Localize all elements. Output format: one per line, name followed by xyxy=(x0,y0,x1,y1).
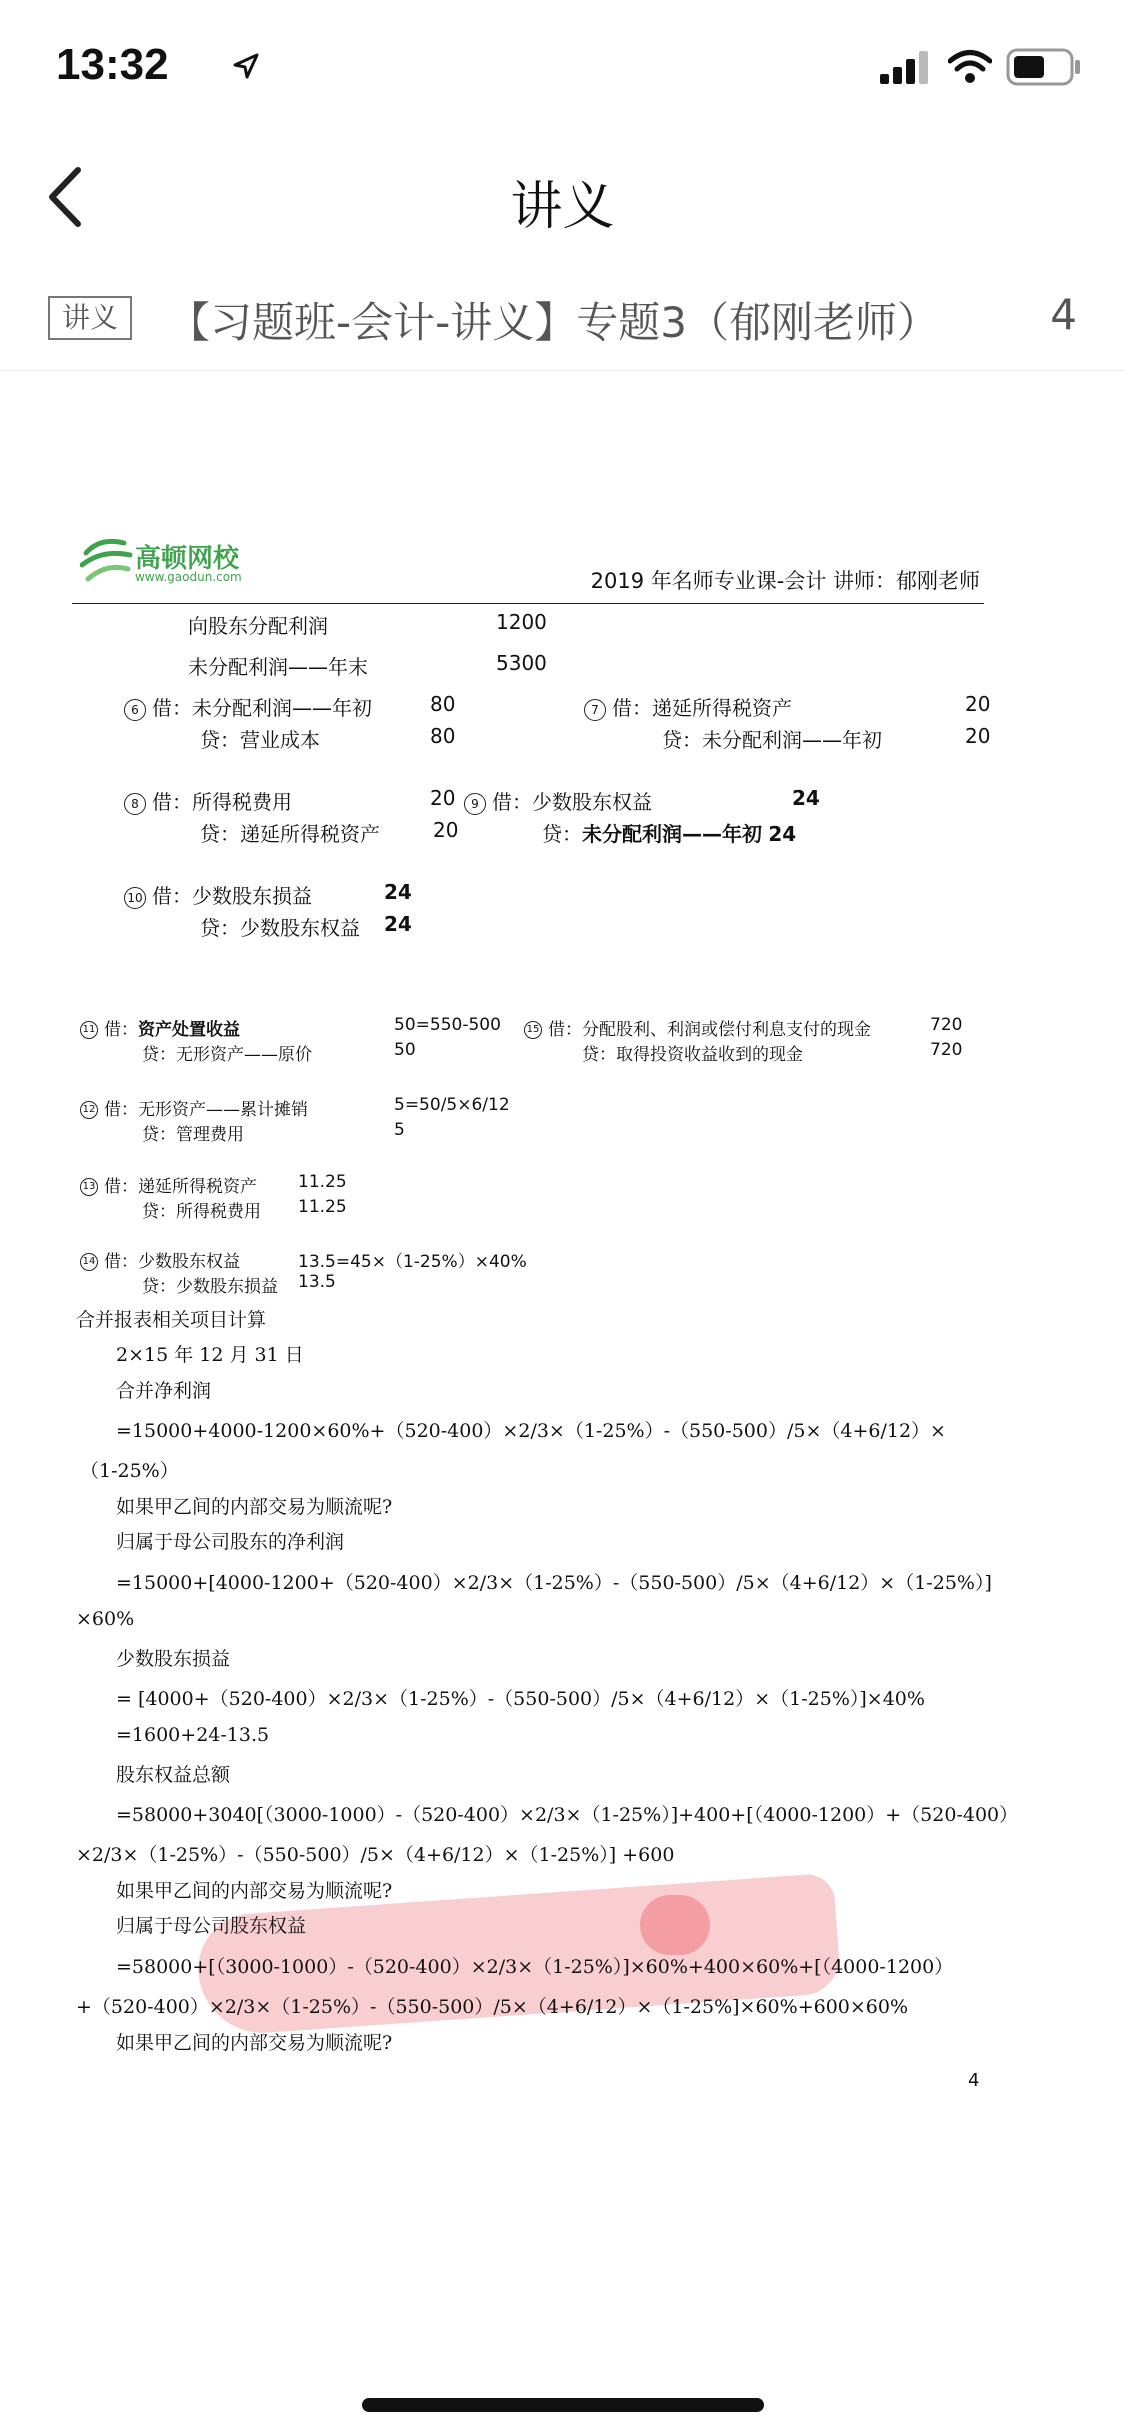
doc-type-tag: 讲义 xyxy=(48,296,132,340)
page-footer-number: 4 xyxy=(968,2070,980,2091)
entry-value: 20 xyxy=(965,692,991,716)
page-indicator: 4 xyxy=(1050,290,1077,339)
entry-6-credit: 贷：营业成本 xyxy=(200,728,320,752)
entry-value: 24 xyxy=(384,880,412,904)
entry-value: 11.25 xyxy=(298,1172,347,1192)
calc-line: 2×15 年 12 月 31 日 xyxy=(116,1344,304,1366)
entry-value: 1200 xyxy=(496,610,547,634)
calc-line: 如果甲乙间的内部交易为顺流呢? xyxy=(116,1496,393,1518)
calc-line: 合并报表相关项目计算 xyxy=(76,1309,267,1331)
entry-value: 80 xyxy=(430,692,456,716)
entry-14-debit: 14 借：少数股东权益 xyxy=(80,1247,240,1272)
calc-line: =15000+[4000-1200+（520-400）×2/3×（1-25%）-（550-500）/5×（4+6/12）×（1-25%）] xyxy=(116,1572,992,1594)
calc-line: ×2/3×（1-25%）-（550-500）/5×（4+6/12）×（1-25%）] +600 xyxy=(76,1844,675,1866)
entry-12-debit: 12 借：无形资产——累计摊销 xyxy=(80,1095,308,1120)
entry-value: 11.25 xyxy=(298,1197,347,1217)
entry-number: 12 xyxy=(80,1101,98,1119)
logo-text: 高顿网校 xyxy=(135,544,240,574)
entry-10-debit: 10 借：少数股东损益 xyxy=(124,880,312,909)
entry-10-credit: 贷：少数股东权益 xyxy=(200,916,360,940)
entry-value: 5300 xyxy=(496,651,547,675)
entry-value: 13.5 xyxy=(298,1272,336,1292)
entry-6-debit: 6 借：未分配利润——年初 xyxy=(124,692,372,721)
entry-7-credit: 贷：未分配利润——年初 xyxy=(662,728,882,752)
document-title-bar xyxy=(0,280,1125,371)
logo-url: www.gaodun.com xyxy=(135,570,242,584)
calc-line: （1-25%） xyxy=(80,1460,179,1482)
entry-value: 720 xyxy=(930,1015,963,1035)
entry-8-debit: 8 借：所得税费用 xyxy=(124,786,292,815)
entry-7-debit: 7 借：递延所得税资产 xyxy=(584,692,792,721)
entry-14-credit: 贷：少数股东损益 xyxy=(142,1277,278,1297)
entry-9-credit: 贷：未分配利润——年初 24 xyxy=(542,822,797,846)
calc-line: 如果甲乙间的内部交易为顺流呢? xyxy=(116,2032,393,2054)
document-page xyxy=(0,370,1125,2360)
nav-bar xyxy=(0,150,1125,250)
entry-label: 向股东分配利润 xyxy=(188,614,328,638)
calc-line: 合并净利润 xyxy=(116,1380,212,1402)
entry-15-credit: 贷：取得投资收益收到的现金 xyxy=(582,1045,803,1065)
entry-13-debit: 13 借：递延所得税资产 xyxy=(80,1172,257,1197)
document-title: 【习题班-会计-讲义】专题3（郁刚老师） xyxy=(168,298,940,347)
entry-number: 6 xyxy=(124,699,146,721)
calc-line: 少数股东损益 xyxy=(116,1648,231,1670)
entry-value: 5=50/5×6/12 xyxy=(394,1095,510,1115)
entry-value: 5 xyxy=(394,1120,405,1140)
entry-8-credit: 贷：递延所得税资产 xyxy=(200,822,380,846)
calc-line: +（520-400）×2/3×（1-25%）-（550-500）/5×（4+6/12）×（1-25%]×60%+600×60% xyxy=(76,1996,909,2018)
wifi-icon xyxy=(948,48,992,84)
page-header: 2019 年名师专业课-会计 讲师：郁刚老师 xyxy=(590,569,980,593)
signal-icon xyxy=(880,50,932,84)
entry-13-credit: 贷：所得税费用 xyxy=(142,1202,261,1222)
entry-number: 14 xyxy=(80,1253,98,1271)
entry-value: 50=550-500 xyxy=(394,1015,501,1035)
entry-value: 720 xyxy=(930,1040,963,1060)
entry-number: 15 xyxy=(524,1021,542,1039)
entry-value: 24 xyxy=(384,912,412,936)
calc-line: =1600+24-13.5 xyxy=(116,1724,270,1746)
entry-11-debit: 11 借：资产处置收益 xyxy=(80,1015,240,1040)
calc-line: =58000+3040[（3000-1000）-（520-400）×2/3×（1-25%）]+400+[（4000-1200）+（520-400） xyxy=(116,1804,1019,1826)
entry-value: 80 xyxy=(430,724,456,748)
entry-11-credit: 贷：无形资产——原价 xyxy=(142,1045,312,1065)
entry-value: 20 xyxy=(965,724,991,748)
battery-icon xyxy=(1006,48,1082,86)
entry-value: 24 xyxy=(792,786,820,810)
entry-number: 7 xyxy=(584,699,606,721)
entry-number: 8 xyxy=(124,793,146,815)
gaodun-logo-icon xyxy=(80,535,136,587)
entry-value: 50 xyxy=(394,1040,416,1060)
calc-line: = [4000+（520-400）×2/3×（1-25%）-（550-500）/5×（4+6/12）×（1-25%）]×40% xyxy=(116,1688,925,1710)
home-indicator[interactable] xyxy=(362,2398,764,2412)
status-bar xyxy=(0,0,1125,130)
entry-9-debit: 9 借：少数股东权益 xyxy=(464,786,652,815)
entry-12-credit: 贷：管理费用 xyxy=(142,1125,244,1145)
entry-value: 20 xyxy=(430,786,456,810)
calc-line: ×60% xyxy=(76,1608,135,1630)
calc-line: =15000+4000-1200×60%+（520-400）×2/3×（1-25%）-（550-500）/5×（4+6/12）× xyxy=(116,1420,946,1442)
entry-value: 13.5=45×（1-25%）×40% xyxy=(298,1252,527,1272)
entry-number: 13 xyxy=(80,1178,98,1196)
clock: 13:32 xyxy=(56,40,169,89)
red-highlight-annotation xyxy=(640,1895,710,1955)
calc-line: 归属于母公司股东的净利润 xyxy=(116,1531,345,1553)
page-title: 讲义 xyxy=(510,177,615,237)
entry-number: 9 xyxy=(464,793,486,815)
calc-line: 归属于母公司股东权益 xyxy=(116,1915,307,1937)
entry-label: 未分配利润——年末 xyxy=(188,655,368,679)
calc-line: =58000+[（3000-1000）-（520-400）×2/3×（1-25%）]×60%+400×60%+[（4000-1200） xyxy=(116,1956,954,1978)
calc-line: 如果甲乙间的内部交易为顺流呢? xyxy=(116,1880,393,1902)
entry-number: 10 xyxy=(124,887,146,909)
calc-line: 股东权益总额 xyxy=(116,1764,231,1786)
entry-value: 20 xyxy=(433,818,459,842)
header-divider xyxy=(72,603,984,604)
entry-number: 11 xyxy=(80,1021,98,1039)
entry-15-debit: 15 借：分配股利、利润或偿付利息支付的现金 xyxy=(524,1015,871,1040)
location-arrow-icon xyxy=(232,52,260,80)
